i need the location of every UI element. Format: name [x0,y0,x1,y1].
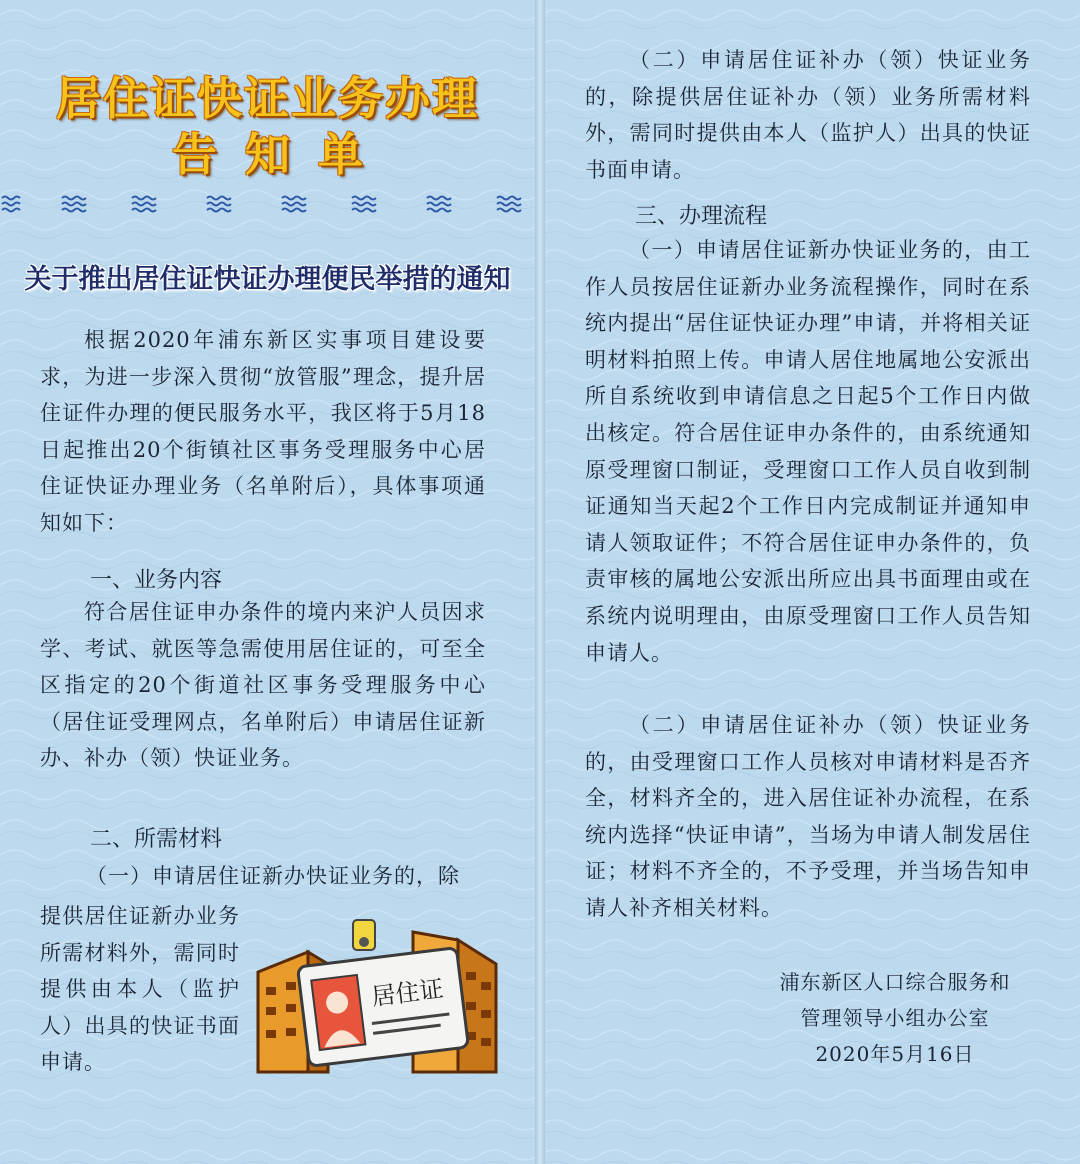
section-heading-business: 一、业务内容 [90,568,223,593]
intro-paragraph: 根据2020年浦东新区实事项目建设要求，为进一步深入贯彻“放管服”理念，提升居住证件办理的便民服务水平，我区将于5月18日起推出20个街镇社区事务受理服务中心居住证快证办理业务（名单附后），具体事项通知如下： [40,328,486,535]
main-title-line1: 居住证快证业务办理 [55,72,479,125]
page-fold [535,0,545,1164]
id-card-illustration [248,912,508,1082]
signature-date: 2020年5月16日 [815,1042,975,1066]
signature-block [745,964,1045,1072]
wave-ornament [62,197,86,212]
section-heading-process: 三、办理流程 [635,204,768,229]
wave-ornament-row [0,192,535,216]
wave-ornament [207,197,231,212]
right-panel [545,0,1080,1164]
left-panel [0,0,535,1164]
wave-ornament [352,197,376,212]
process-paragraph-1: （一）申请居住证新办快证业务的，由工作人员按居住证新办业务流程操作，同时在系统内提出“居住证快证办理”申请，并将相关证明材料拍照上传。申请人居住地属地公安派出所自系统收到申请信息之日起5个工作日内做出核定。符合居住证申办条件的，由系统通知原受理窗口制证，受理窗口工作人员自收到制证通知当天起2个工作日内完成制证并通知申请人领取证件；不符合居住证申办条件的，负责审核的属地公安派出所应出具书面理由或在系统内说明理由，由原受理窗口工作人员告知申请人。 [585,238,1031,665]
process-paragraph-2: （二）申请居住证补办（领）快证业务的，由受理窗口工作人员核对申请材料是否齐全，材料齐全的，进入居住证补办流程，在系统内选择“快证申请”，当场为申请人制发居住证；材料不齐全的，不予受理，并当场告知申请人补齐相关材料。 [585,713,1031,920]
wave-ornament [427,197,451,212]
main-title-line2: 告知单 [171,128,391,181]
wave-ornament [282,197,306,212]
notice-subtitle: 关于推出居住证快证办理便民举措的通知 [24,264,511,295]
wave-ornament [132,197,156,212]
business-paragraph: 符合居住证申办条件的境内来沪人员因求学、考试、就医等急需使用居住证的，可至全区指定的20个街道社区事务受理服务中心（居住证受理网点，名单附后）申请居住证新办、补办（领）快证业务。 [40,600,486,771]
card-label: 居住证 [370,974,445,1012]
wave-ornament [2,197,20,212]
signature-org-line1: 浦东新区人口综合服务和 [779,970,1011,994]
materials-paragraph-line1: （一）申请居住证新办快证业务的，除 [86,864,460,888]
materials-paragraph-2: （二）申请居住证补办（领）快证业务的，除提供居住证补办（领）业务所需材料外，需同时提供由本人（监护人）出具的快证书面申请。 [585,48,1031,182]
materials-paragraph-rest: 提供居住证新办业务所需材料外，需同时提供由本人（监护人）出具的快证书面申请。 [40,904,240,1075]
section-heading-materials: 二、所需材料 [90,827,223,852]
signature-org-line2: 管理领导小组办公室 [800,1006,990,1030]
wave-ornament [497,197,521,212]
